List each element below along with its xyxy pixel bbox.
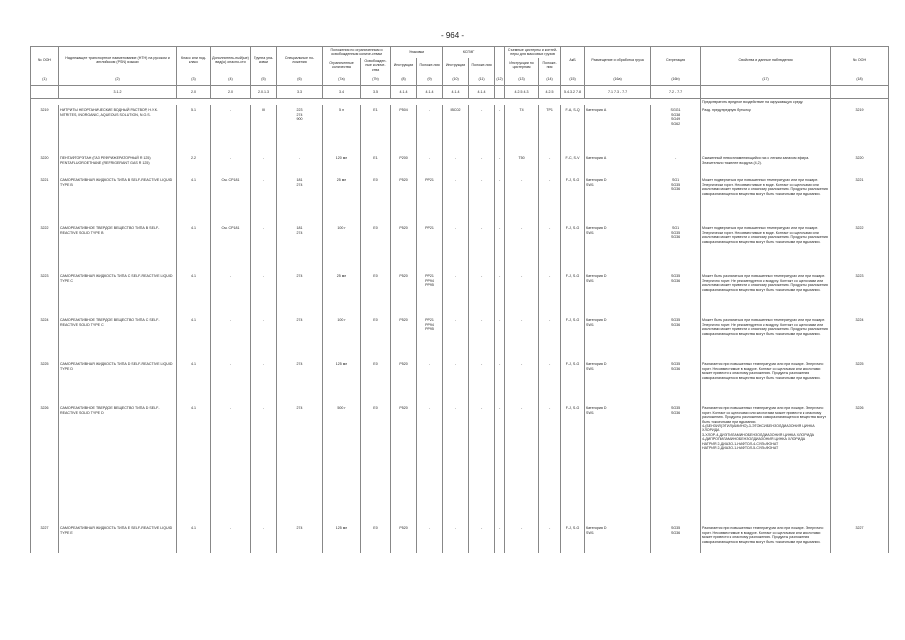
- excepted-quantity: E1: [361, 153, 391, 175]
- packing-provision: -: [417, 523, 443, 553]
- segregation: SGG1 SG38 SG49 SG62: [651, 105, 701, 153]
- segregation: SG35 SG36: [651, 315, 701, 359]
- ibc-provision: -: [469, 271, 495, 315]
- column-12: -: [495, 105, 505, 153]
- ibc-provision: -: [469, 359, 495, 403]
- properties: Может подвергаться при повышенных температурах или при пожаре. Энергически горит. Несовместимые в воде. Контакт со щелочами или кислотами может привести к опасному разложению. Продукты разложения саморазлагающегося вещества могут быть токсичными при вдыхании.: [701, 175, 831, 223]
- packing-provision: PP21: [417, 175, 443, 223]
- column-reference-code: [831, 86, 889, 99]
- ems-code: F-J, S-G: [561, 359, 585, 403]
- header-excepted: Освобожден-ные количе-ства: [361, 58, 391, 73]
- subsidiary-risk: -: [211, 359, 251, 403]
- header-special: Специальные по-ложения: [277, 47, 323, 74]
- table-row: [31, 315, 889, 359]
- un-number: 3224: [31, 315, 59, 359]
- packing-group: III: [251, 105, 277, 153]
- column-number: (10): [443, 73, 469, 86]
- subsidiary-risk: -: [211, 271, 251, 315]
- limited-quantity: 100 г: [323, 315, 361, 359]
- column-number: (15): [561, 73, 585, 86]
- excepted-quantity: E0: [361, 523, 391, 553]
- class: 4.1: [177, 315, 211, 359]
- properties: Может быть разлагаться при повышенных температурах или при пожаре. Энергично горит. Не рекомендуется к воздуху. Контакт со щелочами или кислотами может привести к опасному разложению. Продукты разложения саморазлагающегося вещества могут быть токсичными при вдыхании.: [701, 271, 831, 315]
- tank-instruction: -: [505, 403, 539, 523]
- spacer: [31, 99, 701, 106]
- un-number-right: 3221: [831, 175, 889, 223]
- column-number-row: [31, 73, 889, 86]
- special-provisions: 274: [277, 271, 323, 315]
- stowage: Категория D SW1: [585, 175, 651, 223]
- table-row: [31, 223, 889, 271]
- tank-instruction: T4: [505, 105, 539, 153]
- un-number-right: 3220: [831, 153, 889, 175]
- column-12: -: [495, 403, 505, 523]
- ems-code: F-J, S-G: [561, 315, 585, 359]
- header-name: Надлежащее транспортное наименование (НТН) на русском и английском (PSN) языках: [59, 47, 177, 74]
- ibc-instruction: -: [443, 271, 469, 315]
- column-12: -: [495, 523, 505, 553]
- ibc-provision: -: [469, 105, 495, 153]
- segregation: -: [651, 153, 701, 175]
- packing-instruction: P520: [391, 523, 417, 553]
- packing-instruction: P520: [391, 175, 417, 223]
- packing-provision: PP21 PP94 PP95: [417, 315, 443, 359]
- stowage: Категория D SW1: [585, 359, 651, 403]
- column-reference-code: 4.1.4: [443, 86, 469, 99]
- column-number: (6): [277, 73, 323, 86]
- header-ems: АкБ: [561, 47, 585, 74]
- column-number: (11): [469, 73, 495, 86]
- packing-group: -: [251, 271, 277, 315]
- tank-instruction: -: [505, 271, 539, 315]
- excepted-quantity: E0: [361, 403, 391, 523]
- column-number: (1): [31, 73, 59, 86]
- class: 4.1: [177, 175, 211, 223]
- subsidiary-risk: -: [211, 523, 251, 553]
- un-number: 3225: [31, 359, 59, 403]
- ibc-provision: -: [469, 523, 495, 553]
- properties: Разлагается при повышенных температурах или при пожаре. Энергично горит. Несовместимые в воздухе. Контакт со щелочами или кислотами может привести к опасному разложению. Продукты разложения саморазлагающегося вещества могут быть токсичными при вдыхании.: [701, 523, 831, 553]
- header-stowage: Размещение и обработка груза: [585, 47, 651, 74]
- un-number: 3223: [31, 271, 59, 315]
- un-number-right: 3223: [831, 271, 889, 315]
- ibc-instruction: -: [443, 175, 469, 223]
- packing-instruction: P520: [391, 223, 417, 271]
- header-subsidiary: Дополнитель-ный(ые) вид(ы) опасно-сти: [211, 47, 251, 74]
- column-12: -: [495, 359, 505, 403]
- spacer: [831, 99, 889, 106]
- column-reference-code: 4.2.5: [539, 86, 561, 99]
- class: 4.1: [177, 403, 211, 523]
- header-ibc-prov: Положе-ния: [469, 58, 495, 73]
- segregation: SG35 SG36: [651, 403, 701, 523]
- special-provisions: 274: [277, 359, 323, 403]
- shipping-name: САМОРЕАКТИВНАЯ ЖИДКОСТЬ ТИПА E SELF-REACTIVE LIQUID TYPE E: [59, 523, 177, 553]
- stowage: Категория A: [585, 153, 651, 175]
- column-12: -: [495, 315, 505, 359]
- special-provisions: 274: [277, 403, 323, 523]
- packing-instruction: P520: [391, 315, 417, 359]
- properties: Может быть разлагаться при повышенных температурах или при пожаре. Энергично горит. Не рекомендуется к воздуху. Контакт со щелочами или кислотами может привести к опасному разложению. Продукты разложения саморазлагающегося вещества могут быть токсичными при вдыхании.: [701, 315, 831, 359]
- special-provisions: 181 274: [277, 175, 323, 223]
- column-reference-code: 4.2.5 4.3: [505, 86, 539, 99]
- properties: Разлагается при повышенных температурах или при пожаре. Энергично горит. Несовместимые в воздухе. Контакт со щелочами или кислотами может привести к опасному разложению. Продукты разложения саморазлагающегося вещества могут быть токсичными при вдыхании.: [701, 359, 831, 403]
- ibc-instruction: -: [443, 223, 469, 271]
- limited-quantity: 120 мл: [323, 153, 361, 175]
- column-number: (7b): [361, 73, 391, 86]
- excepted-quantity: E0: [361, 175, 391, 223]
- segregation: SG1 SG35 SG36: [651, 175, 701, 223]
- column-reference-code: [701, 86, 831, 99]
- tank-provision: -: [539, 359, 561, 403]
- limited-quantity: 500 г: [323, 403, 361, 523]
- tank-provision: -: [539, 403, 561, 523]
- table-row: [31, 271, 889, 315]
- stowage: Категория A: [585, 105, 651, 153]
- packing-group: -: [251, 359, 277, 403]
- column-number: (16b): [651, 73, 701, 86]
- shipping-name: САМОРЕАКТИВНОЕ ТВЕРДОЕ ВЕЩЕСТВО ТИПА B SELF-REACTIVE SOLID TYPE B: [59, 223, 177, 271]
- header-tank-instr: Инструкции по цистернам: [505, 58, 539, 73]
- subsidiary-risk: -: [211, 105, 251, 153]
- subsidiary-risk: -: [211, 403, 251, 523]
- shipping-name: САМОРЕАКТИВНАЯ ЖИДКОСТЬ ТИПА B SELF-REACTIVE LIQUID TYPE B: [59, 175, 177, 223]
- ems-code: F-J, S-G: [561, 403, 585, 523]
- shipping-name: НИТРИТЫ НЕОРГАНИЧЕСКИЕ ВОДНЫЙ РАСТВОР, Н.У.К. NITRITES, INORGANIC, AQUEOUS SOLUTION, N.O.S.: [59, 105, 177, 153]
- column-number: (18): [831, 73, 889, 86]
- header-tank-prov: Положе-ния: [539, 58, 561, 73]
- packing-provision: -: [417, 153, 443, 175]
- packing-provision: -: [417, 359, 443, 403]
- packing-group: -: [251, 223, 277, 271]
- column-number: (12): [495, 73, 505, 86]
- column-number: (17): [701, 73, 831, 86]
- ibc-instruction: -: [443, 403, 469, 523]
- tank-instruction: -: [505, 223, 539, 271]
- un-number-right: 3222: [831, 223, 889, 271]
- un-number: 3222: [31, 223, 59, 271]
- tank-instruction: -: [505, 523, 539, 553]
- un-number-right: 3227: [831, 523, 889, 553]
- header-class: Класс или под-класс: [177, 47, 211, 74]
- packing-group: -: [251, 153, 277, 175]
- header-limited-group: Положения по ограниченным и освобожденным количе-ствам: [323, 47, 391, 58]
- header-packing-group: Группа упа-ковки: [251, 47, 277, 74]
- special-provisions: 223 274 900: [277, 105, 323, 153]
- segregation: SG35 SG36: [651, 523, 701, 553]
- special-provisions: -: [277, 153, 323, 175]
- header-pack-instr: Инструкции: [391, 58, 417, 73]
- table-row: [31, 153, 889, 175]
- packing-instruction: P520: [391, 271, 417, 315]
- column-reference-code: [31, 86, 59, 99]
- column-reference-code: 4.1.4: [417, 86, 443, 99]
- header-segregation: Сегрегация: [651, 47, 701, 74]
- column-reference-code: 7.1 7.3 - 7.7: [585, 86, 651, 99]
- subsidiary-risk: См. СР181: [211, 175, 251, 223]
- tank-provision: -: [539, 153, 561, 175]
- packing-provision: PP21: [417, 223, 443, 271]
- special-provisions: 274: [277, 315, 323, 359]
- un-number-right: 3226: [831, 403, 889, 523]
- column-reference-code: 3.4: [323, 86, 361, 99]
- packing-group: -: [251, 523, 277, 553]
- table-row: [31, 175, 889, 223]
- header-tank-group: Съемные цистерны и контей-неры для массовых грузов: [505, 47, 561, 58]
- packing-group: -: [251, 175, 277, 223]
- column-12: -: [495, 175, 505, 223]
- column-reference-code: 2.0.1.3: [251, 86, 277, 99]
- header-limited: Ограниченные количества: [323, 58, 361, 73]
- excepted-quantity: E1: [361, 105, 391, 153]
- tank-instruction: T50: [505, 153, 539, 175]
- column-number: (8): [391, 73, 417, 86]
- tank-instruction: -: [505, 175, 539, 223]
- un-number: 3226: [31, 403, 59, 523]
- excepted-quantity: E0: [361, 315, 391, 359]
- limited-quantity: 125 мл: [323, 359, 361, 403]
- tank-instruction: -: [505, 359, 539, 403]
- tank-instruction: -: [505, 315, 539, 359]
- ems-code: F-J, S-G: [561, 271, 585, 315]
- tank-provision: TP1: [539, 105, 561, 153]
- ems-code: F-J, S-G: [561, 175, 585, 223]
- stowage: Категория D SW1: [585, 315, 651, 359]
- column-reference-code: 4.1.4: [469, 86, 495, 99]
- ems-code: F-J, S-G: [561, 223, 585, 271]
- special-provisions: 181 274: [277, 223, 323, 271]
- special-provisions: 274: [277, 523, 323, 553]
- header-ibc-instr: Инструкции: [443, 58, 469, 73]
- excepted-quantity: E0: [361, 359, 391, 403]
- un-number-right: 3225: [831, 359, 889, 403]
- header-blank: [495, 47, 505, 74]
- un-number: 3219: [31, 105, 59, 153]
- ibc-instruction: -: [443, 359, 469, 403]
- excepted-quantity: E0: [361, 223, 391, 271]
- ibc-provision: -: [469, 315, 495, 359]
- stowage: Категория D SW1: [585, 271, 651, 315]
- shipping-name: САМОРЕАКТИВНОЕ ТВЕРДОЕ ВЕЩЕСТВО ТИПА C SELF-REACTIVE SOLID TYPE C: [59, 315, 177, 359]
- header-un-right: № ООН: [831, 47, 889, 74]
- tank-provision: -: [539, 523, 561, 553]
- class: 4.1: [177, 223, 211, 271]
- column-number: (3): [177, 73, 211, 86]
- class: 4.1: [177, 271, 211, 315]
- shipping-name: САМОРЕАКТИВНАЯ ЖИДКОСТЬ ТИПА C SELF-REACTIVE LIQUID TYPE C: [59, 271, 177, 315]
- packing-instruction: P504: [391, 105, 417, 153]
- column-12: -: [495, 223, 505, 271]
- excepted-quantity: E0: [361, 271, 391, 315]
- tank-provision: -: [539, 223, 561, 271]
- column-reference-code: [495, 86, 505, 99]
- column-number: (13): [505, 73, 539, 86]
- packing-provision: -: [417, 105, 443, 153]
- shipping-name: САМОРЕАКТИВНАЯ ЖИДКОСТЬ ТИПА D SELF-REACTIVE LIQUID TYPE D: [59, 359, 177, 403]
- ibc-instruction: -: [443, 153, 469, 175]
- column-reference-code: 3.3: [277, 86, 323, 99]
- packing-instruction: P520: [391, 403, 417, 523]
- shipping-name: ПЕНТАФТОРЭТАН (ГАЗ РЕФРИЖЕРАТОРНЫЙ R 125) PENTAFLUOROETHANE (REFRIGERANT GAS R 125): [59, 153, 177, 175]
- header-un-left: № ООН: [31, 47, 59, 74]
- tank-provision: -: [539, 271, 561, 315]
- segregation: SG1 SG35 SG36: [651, 223, 701, 271]
- tank-provision: -: [539, 175, 561, 223]
- properties: Может подвергаться при повышенных температурах или при пожаре. Энергически горит. Несовместимые в воде. Контакт со щелочами или кислотами может привести к опасному разложению. Продукты разложения саморазлагающегося вещества могут быть токсичными при вдыхании.: [701, 223, 831, 271]
- column-reference-code: 3.5: [361, 86, 391, 99]
- table-row: [31, 403, 889, 523]
- ems-code: F-C, S-V: [561, 153, 585, 175]
- ems-code: F-A, S-Q: [561, 105, 585, 153]
- packing-group: -: [251, 403, 277, 523]
- column-number: (16a): [585, 73, 651, 86]
- page-number: - 964 -: [440, 31, 465, 40]
- intro-note: Предотвратить вредное воздействие на окружающую среду.: [701, 99, 831, 106]
- ibc-provision: -: [469, 153, 495, 175]
- column-number: (14): [539, 73, 561, 86]
- column-12: -: [495, 153, 505, 175]
- packing-provision: PP21 PP94 PP95: [417, 271, 443, 315]
- table-row: [31, 359, 889, 403]
- ibc-instruction: IBC02: [443, 105, 469, 153]
- subsidiary-risk: -: [211, 315, 251, 359]
- column-number: (7a): [323, 73, 361, 86]
- limited-quantity: 25 мл: [323, 271, 361, 315]
- column-reference-code: 2.0: [177, 86, 211, 99]
- ibc-provision: -: [469, 175, 495, 223]
- dangerous-goods-table: [30, 46, 889, 553]
- segregation: SG35 SG36: [651, 359, 701, 403]
- un-number-right: 3219: [831, 105, 889, 153]
- column-number: (2): [59, 73, 177, 86]
- un-number: 3227: [31, 523, 59, 553]
- packing-instruction: P200: [391, 153, 417, 175]
- class: 2.2: [177, 153, 211, 175]
- header-ibc-group: КСГМГ: [443, 47, 495, 58]
- ibc-instruction: -: [443, 315, 469, 359]
- ibc-instruction: -: [443, 523, 469, 553]
- segregation: SG35 SG36: [651, 271, 701, 315]
- properties: Разд. предупредную бутылку.: [701, 105, 831, 153]
- class: 4.1: [177, 523, 211, 553]
- shipping-name: САМОРЕАКТИВНОЕ ТВЕРДОЕ ВЕЩЕСТВО ТИПА D SELF-REACTIVE SOLID TYPE D: [59, 403, 177, 523]
- column-number: (4): [211, 73, 251, 86]
- limited-quantity: 5 л: [323, 105, 361, 153]
- un-number: 3220: [31, 153, 59, 175]
- table-row: [31, 523, 889, 553]
- packing-provision: -: [417, 403, 443, 523]
- column-code-row: [31, 86, 889, 99]
- limited-quantity: 100 г: [323, 223, 361, 271]
- column-reference-code: 3.1.2: [59, 86, 177, 99]
- tank-provision: -: [539, 315, 561, 359]
- subsidiary-risk: См. СР181: [211, 223, 251, 271]
- properties: Разлагается при повышенных температурах или при пожаре. Энергично горит. Контакт со щелочами или кислотами может привести к опасному разложению. Продукты разложения саморазлагающегося вещества могут быть токсичными при вдыхании. 4-(БЕНЗИЛ(ЭТИЛ)АМИНО)-3-ЭТОКСИБЕНЗОЛДИАЗОНИЯ ЦИНКА ХЛОРИДА 3-ХЛОР-4-ДИЭТИЛАМИНОБЕНЗОЛДИАЗОНИЯ ЦИНКА ХЛОРИДА 4-ДИПРОПИЛАМИНОБЕНЗОЛДИАЗОНИЯ ЦИНКА ХЛОРИДА НАТРИЯ 2-ДИАЗО-1-НАФТОЛ-4-СУЛЬФОНАТ НАТРИЯ 2-ДИАЗО-1-НАФТОЛ-5-СУЛЬФОНАТ: [701, 403, 831, 523]
- column-reference-code: 5.4.3.2 7.8: [561, 86, 585, 99]
- packing-instruction: P520: [391, 359, 417, 403]
- class: 4.1: [177, 359, 211, 403]
- header-properties: Свойства и данные наблюдения: [701, 47, 831, 74]
- un-number: 3221: [31, 175, 59, 223]
- ibc-provision: -: [469, 223, 495, 271]
- column-12: -: [495, 271, 505, 315]
- header-pack-prov: Положе-ния: [417, 58, 443, 73]
- column-reference-code: 7.2 - 7.7: [651, 86, 701, 99]
- properties: Сжиженный невоспламеняющийся газ с легким запахом эфира. Значительно тяжелее воздуха (4,2).: [701, 153, 831, 175]
- ibc-provision: -: [469, 403, 495, 523]
- stowage: Категория D SW1: [585, 523, 651, 553]
- limited-quantity: 125 мл: [323, 523, 361, 553]
- column-number: (9): [417, 73, 443, 86]
- header-packaging-group: Упаковки: [391, 47, 443, 58]
- column-reference-code: 2.0: [211, 86, 251, 99]
- table-row: [31, 105, 889, 153]
- ems-code: F-J, S-G: [561, 523, 585, 553]
- packing-group: -: [251, 315, 277, 359]
- column-number: (5): [251, 73, 277, 86]
- limited-quantity: 25 мл: [323, 175, 361, 223]
- class: 5.1: [177, 105, 211, 153]
- subsidiary-risk: -: [211, 153, 251, 175]
- column-reference-code: 4.1.4: [391, 86, 417, 99]
- stowage: Категория D SW1: [585, 223, 651, 271]
- un-number-right: 3224: [831, 315, 889, 359]
- stowage: Категория D SW1: [585, 403, 651, 523]
